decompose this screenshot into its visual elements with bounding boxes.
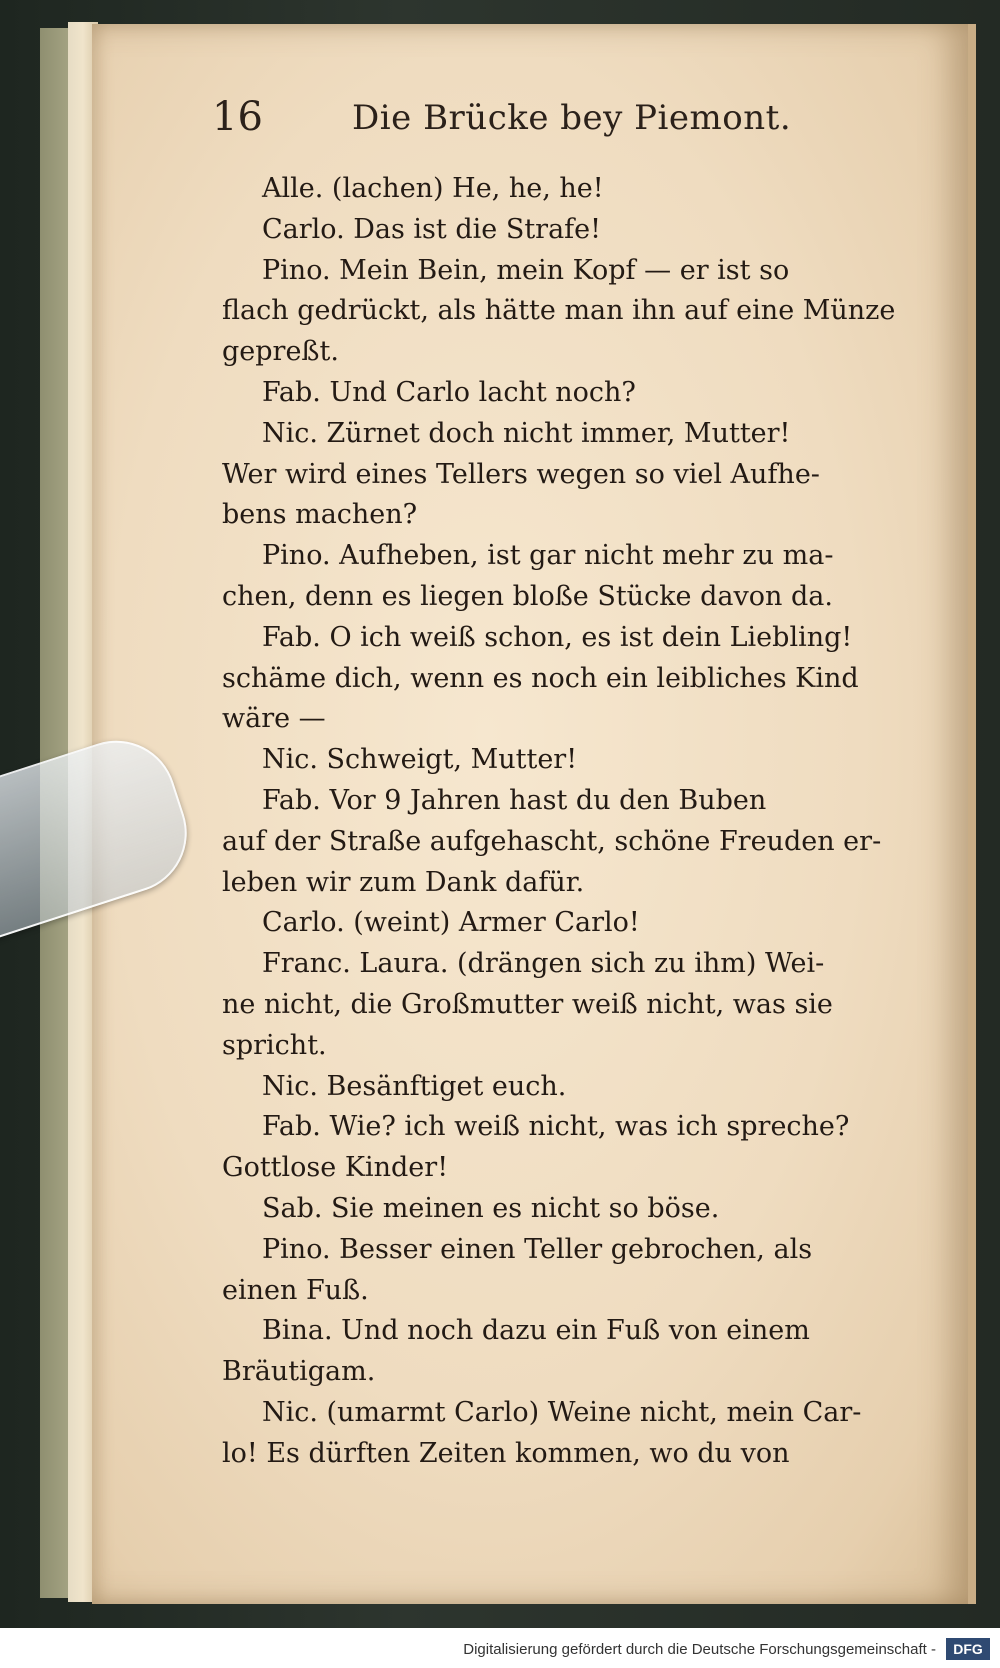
text-line: Fab. Wie? ich weiß nicht, was ich spreche? (262, 1111, 850, 1143)
text-line: Pino. Aufheben, ist gar nicht mehr zu ma- (262, 540, 834, 572)
text-line: Carlo. (weint) Armer Carlo! (262, 907, 640, 939)
text-line: gepreßt. (222, 336, 339, 368)
text-line: Gottlose Kinder! (222, 1152, 449, 1184)
text-line: Nic. Schweigt, Mutter! (262, 744, 578, 776)
text-line: spricht. (222, 1029, 327, 1061)
text-line: flach gedrückt, als hätte man ihn auf eine Münze (222, 295, 896, 327)
text-line: Nic. Besänftiget euch. (262, 1070, 567, 1102)
text-line: leben wir zum Dank dafür. (222, 866, 585, 898)
text-line: Carlo. Das ist die Strafe! (262, 213, 602, 245)
text-line: schäme dich, wenn es noch ein leibliches Kind (222, 662, 859, 694)
text-line: Nic. (umarmt Carlo) Weine nicht, mein Car- (262, 1396, 862, 1428)
text-line: auf der Straße aufgehascht, schöne Freuden er- (222, 825, 882, 857)
text-line: Nic. Zürnet doch nicht immer, Mutter! (262, 417, 791, 449)
dfg-logo: DFG (946, 1638, 990, 1660)
text-line: Fab. Und Carlo lacht noch? (262, 376, 636, 408)
text-line: Franc. Laura. (drängen sich zu ihm) Wei- (262, 948, 825, 980)
text-line: Pino. Besser einen Teller gebrochen, als (262, 1233, 813, 1265)
footer-bar (0, 1628, 1000, 1668)
text-line: lo! Es dürften Zeiten kommen, wo du von (222, 1437, 790, 1469)
book-page (92, 24, 976, 1604)
text-line: Pino. Mein Bein, mein Kopf — er ist so (262, 254, 790, 286)
text-line: Fab. Vor 9 Jahren hast du den Buben (262, 784, 767, 816)
text-line: Bina. Und noch dazu ein Fuß von einem (262, 1315, 810, 1347)
text-line: Wer wird eines Tellers wegen so viel Aufhe- (222, 458, 820, 490)
text-line: wäre — (222, 703, 326, 735)
page-body (222, 169, 942, 1475)
text-line: einen Fuß. (222, 1274, 369, 1306)
text-line: Fab. O ich weiß schon, es ist dein Liebling! (262, 621, 853, 653)
text-line: Alle. (lachen) He, he, he! (262, 173, 604, 204)
text-line: Bräutigam. (222, 1356, 376, 1388)
text-line: chen, denn es liegen bloße Stücke davon da. (222, 580, 833, 612)
running-head (212, 94, 848, 154)
text-line: Sab. Sie meinen es nicht so böse. (262, 1192, 720, 1224)
text-line: bens machen? (222, 499, 418, 531)
page-number: 16 (212, 94, 263, 140)
funding-notice: Digitalisierung gefördert durch die Deutsche Forschungsgemeinschaft - (463, 1641, 936, 1658)
text-line: ne nicht, die Großmutter weiß nicht, was sie (222, 988, 833, 1020)
running-title: Die Brücke bey Piemont. (352, 98, 792, 138)
